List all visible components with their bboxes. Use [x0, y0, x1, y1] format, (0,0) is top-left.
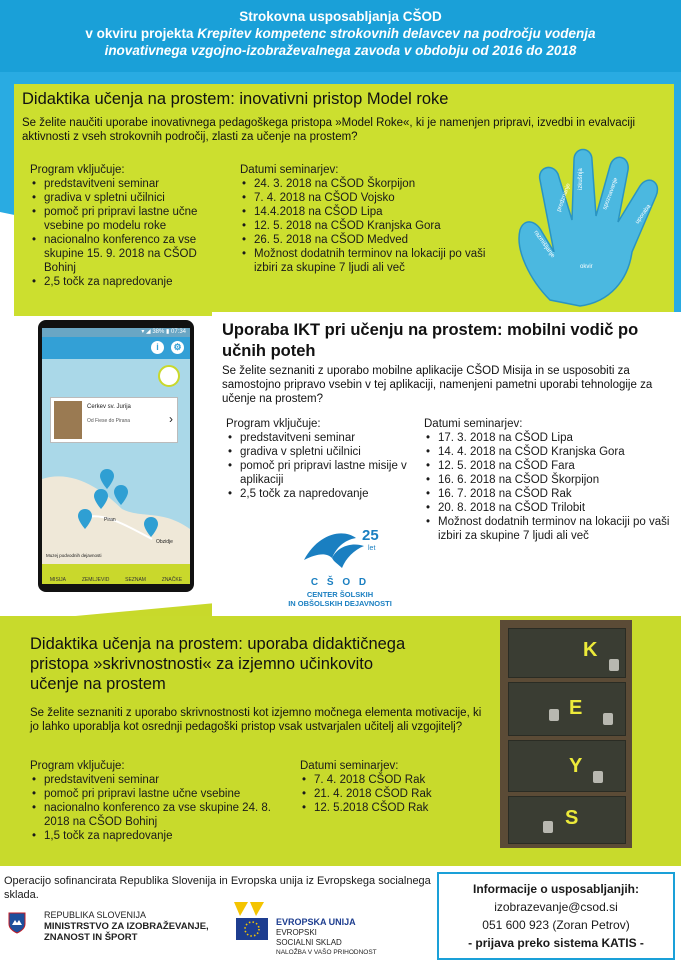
section2-title: Uporaba IKT pri učenju na prostem: mobilni vodič po učnih poteh — [222, 321, 639, 360]
hand-label: spoznavanje — [602, 176, 620, 211]
tab-misija[interactable]: MISIJA — [49, 577, 67, 583]
ministry-line3: ZNANOST IN ŠPORT — [44, 932, 138, 943]
section2-dates-heading: Datumi seminarjev: — [424, 418, 523, 430]
section1-program-heading: Program vključuje: — [30, 164, 125, 176]
list-item: • 16. 7. 2018 na CŠOD Rak — [424, 487, 676, 501]
compass-icon[interactable] — [158, 365, 180, 387]
header-line3: inovativnega vzgojno-izobraževalnega zavoda v obdobju od 2016 do 2018 — [104, 43, 577, 58]
list-item: • 7. 4. 2018 na CŠOD Vojsko — [240, 191, 502, 205]
info-email[interactable]: izobrazevanje@csod.si — [494, 900, 618, 914]
logo-subtitle-line2: IN OBŠOLSKIH DEJAVNOSTI — [288, 599, 392, 608]
phone-screen — [42, 328, 190, 584]
map-land — [42, 359, 190, 565]
tab-zemljevid[interactable]: ZEMLJEVID — [81, 577, 110, 583]
list-item: • pomoč pri pripravi lastne misije v aplikaciji — [226, 459, 422, 487]
info-title: Informacije o usposabljanjih: — [472, 882, 640, 896]
anniversary-let: let — [368, 545, 376, 552]
section2-dates — [424, 418, 676, 543]
ministry-line1: REPUBLIKA SLOVENIJA — [44, 910, 147, 920]
info-box — [437, 872, 675, 960]
keys-boxes-photo — [500, 620, 632, 848]
church-thumbnail — [54, 401, 82, 439]
section1-dates-heading: Datumi seminarjev: — [240, 164, 339, 176]
header-line2-plain: v okviru projekta — [85, 26, 198, 41]
section1-intro: Se želite naučiti uporabe inovativnega pedagoškega pristopa »Model Roke«, ki je namenjen pripravi, izvedbi in evalvaciji aktivnosti z vseh strokovnih področij, zlasti za učenje na prostem? — [22, 117, 636, 143]
eu-flag-icon — [232, 898, 270, 942]
section1-program — [30, 164, 230, 289]
info-icon: i — [151, 341, 164, 354]
padlock-icon — [593, 771, 603, 783]
logo-name: C Š O D — [310, 577, 370, 588]
popup-subtitle: Od Fiese do Pirana — [87, 418, 131, 424]
header-banner — [0, 0, 681, 72]
padlock-icon — [603, 713, 613, 725]
hand-label: okvir — [580, 264, 593, 270]
eu-line4: NALOŽBA V VAŠO PRIHODNOST — [276, 949, 377, 956]
header-line2-italic: Krepitev kompetenc strokovnih delavcev na področju vodenja — [197, 26, 596, 41]
logo-subtitle — [270, 590, 410, 608]
list-item: • 2,5 točk za napredovanje — [30, 275, 230, 289]
map-pin-icon[interactable] — [78, 509, 92, 529]
box — [508, 628, 626, 678]
info-katis: - prijava preko sistema KATIS - — [468, 936, 644, 950]
hand-label: izkušnja — [578, 168, 584, 190]
hand-label: predznanje — [556, 182, 573, 213]
hand-model-illustration — [510, 140, 675, 310]
section3-intro: Se želite seznaniti z uporabo skrivnostnosti kot izjemno močnega elementa motivacije, ki jo lahko uporablja kot osrednji pedagoški pristop vsak ustvarjalen učitelj ali vzgojitelj? — [30, 707, 482, 733]
list-item: • 20. 8. 2018 na CŠOD Trilobit — [424, 501, 676, 515]
ministry-logo — [44, 910, 209, 943]
list-item: • predstavitveni seminar — [226, 431, 422, 445]
bird-logo-icon — [298, 524, 382, 574]
csod-logo — [270, 520, 410, 620]
map-popup[interactable] — [50, 397, 178, 443]
section3-dates-heading: Datumi seminarjev: — [300, 760, 399, 772]
list-item: • gradiva v spletni učilnici — [30, 191, 230, 205]
section3-dates — [300, 760, 490, 815]
list-item: • 24. 3. 2018 na CŠOD Škorpijon — [240, 177, 502, 191]
list-item: • 16. 6. 2018 na CŠOD Škorpijon — [424, 473, 676, 487]
list-item: • 17. 3. 2018 na CŠOD Lipa — [424, 431, 676, 445]
popup-title: Cerkev sv. Jurija — [87, 404, 131, 410]
section3-title — [30, 634, 490, 694]
map-pin-icon[interactable] — [114, 485, 128, 505]
list-item: • 12. 5. 2018 na CŠOD Kranjska Gora — [240, 219, 502, 233]
section1-title: Didaktika učenja na prostem: inovativni pristop Model roke — [22, 90, 449, 108]
hand-label: uporaba — [634, 203, 653, 226]
map-pin-icon[interactable] — [144, 517, 158, 537]
phone-screenshot — [38, 320, 194, 592]
section2-program — [226, 418, 422, 501]
map-pin-icon[interactable] — [100, 469, 114, 489]
padlock-icon — [609, 659, 619, 671]
info-phone: 051 600 923 (Zoran Petrov) — [482, 918, 630, 932]
box-letter: S — [565, 807, 579, 829]
map-museum-label: Muzej podvodnih dejavnosti — [46, 553, 102, 558]
list-item: • gradiva v spletni učilnici — [226, 445, 422, 459]
list-item: • 14.4.2018 na CŠOD Lipa — [240, 205, 502, 219]
eu-line3: SOCIALNI SKLAD — [276, 938, 342, 947]
list-item: • predstavitveni seminar — [30, 773, 290, 787]
box-letter: E — [569, 697, 583, 719]
section3-title-line3: učenje na prostem — [30, 675, 166, 693]
section1-dates — [240, 164, 502, 275]
list-item: • pomoč pri pripravi lastne učne vsebine po modelu roke — [30, 205, 230, 233]
list-item: • 7. 4. 2018 CŠOD Rak — [300, 773, 490, 787]
cofinance-text: Operacijo sofinancirata Republika Slovenija in Evropska unija iz Evropskega socialnega sklada. — [4, 875, 431, 901]
header-line1: Strokovna usposabljanja CŠOD — [239, 9, 442, 24]
gear-icon: ⚙ — [171, 341, 184, 354]
eu-line2: EVROPSKI — [276, 928, 317, 937]
header-line2 — [0, 25, 681, 42]
phone-map — [42, 359, 190, 565]
ministry-line2: MINISTRSTVO ZA IZOBRAŽEVANJE, — [44, 921, 209, 932]
section3-title-line1: Didaktika učenja na prostem: uporaba didaktičnega — [30, 635, 406, 653]
box-letter: K — [583, 639, 598, 661]
list-item: • 1,5 točk za napredovanje — [30, 829, 290, 843]
map-obzidje-label: Obzidje — [156, 539, 173, 545]
section2-intro: Se želite seznaniti z uporabo mobilne aplikacije CŠOD Misija in se usposobiti za samostojno pripravo vsebin v tej aplikaciji, namenjeni pametni uporabi tehnologije za učenje na prostem? — [222, 365, 653, 405]
list-item: • nacionalno konferenco za vse skupine 15. 9. 2018 na CŠOD Bohinj — [30, 233, 230, 275]
list-item: • pomoč pri pripravi lastne učne vsebine — [30, 787, 290, 801]
padlock-icon — [543, 821, 553, 833]
eu-line1: EVROPSKA UNIJA — [276, 917, 356, 927]
slovenia-coat-of-arms-icon — [8, 912, 26, 934]
box-letter: Y — [569, 755, 583, 777]
section3-program — [30, 760, 290, 843]
phone-tab-bar — [42, 564, 190, 584]
chevron-right-icon: › — [169, 412, 173, 426]
eu-logo-text — [276, 917, 377, 958]
phone-status-bar: ▾ ◢ 38% ▮ 07:34 — [42, 328, 190, 337]
section3-title-line2: pristopa »skrivnostnosti« za izjemno učinkovito — [30, 655, 373, 673]
box — [508, 796, 626, 844]
anniversary-number: 25 — [362, 527, 379, 544]
list-item: • 12. 5.2018 CŠOD Rak — [300, 801, 490, 815]
list-item: • 21. 4. 2018 CŠOD Rak — [300, 787, 490, 801]
box — [508, 682, 626, 736]
padlock-icon — [549, 709, 559, 721]
list-item: • 14. 4. 2018 na CŠOD Kranjska Gora — [424, 445, 676, 459]
section3-program-heading: Program vključuje: — [30, 760, 125, 772]
map-pin-icon[interactable] — [94, 489, 108, 509]
tab-znacke[interactable]: ZNAČKE — [161, 577, 183, 583]
logo-subtitle-line1: CENTER ŠOLSKIH — [306, 590, 374, 599]
tab-seznam[interactable]: SEZNAM — [125, 577, 146, 583]
list-item: • nacionalno konferenco za vse skupine 24. 8. 2018 na CŠOD Bohinj — [30, 801, 290, 829]
section2-program-heading: Program vključuje: — [226, 418, 321, 430]
list-item: • 2,5 točk za napredovanje — [226, 487, 422, 501]
list-item: • Možnost dodatnih terminov na lokaciji po vaši izbiri za skupine 7 ljudi ali več — [424, 515, 676, 543]
list-item: • Možnost dodatnih terminov na lokaciji po vaši izbiri za skupine 7 ljudi ali več — [240, 247, 502, 275]
list-item: • 12. 5. 2018 na CŠOD Fara — [424, 459, 676, 473]
hand-label: razmišljanje — [532, 229, 556, 260]
list-item: • 26. 5. 2018 na CŠOD Medved — [240, 233, 502, 247]
list-item: • predstavitveni seminar — [30, 177, 230, 191]
box — [508, 740, 626, 792]
phone-app-bar — [42, 337, 190, 359]
map-town-label: Piran — [104, 517, 116, 523]
